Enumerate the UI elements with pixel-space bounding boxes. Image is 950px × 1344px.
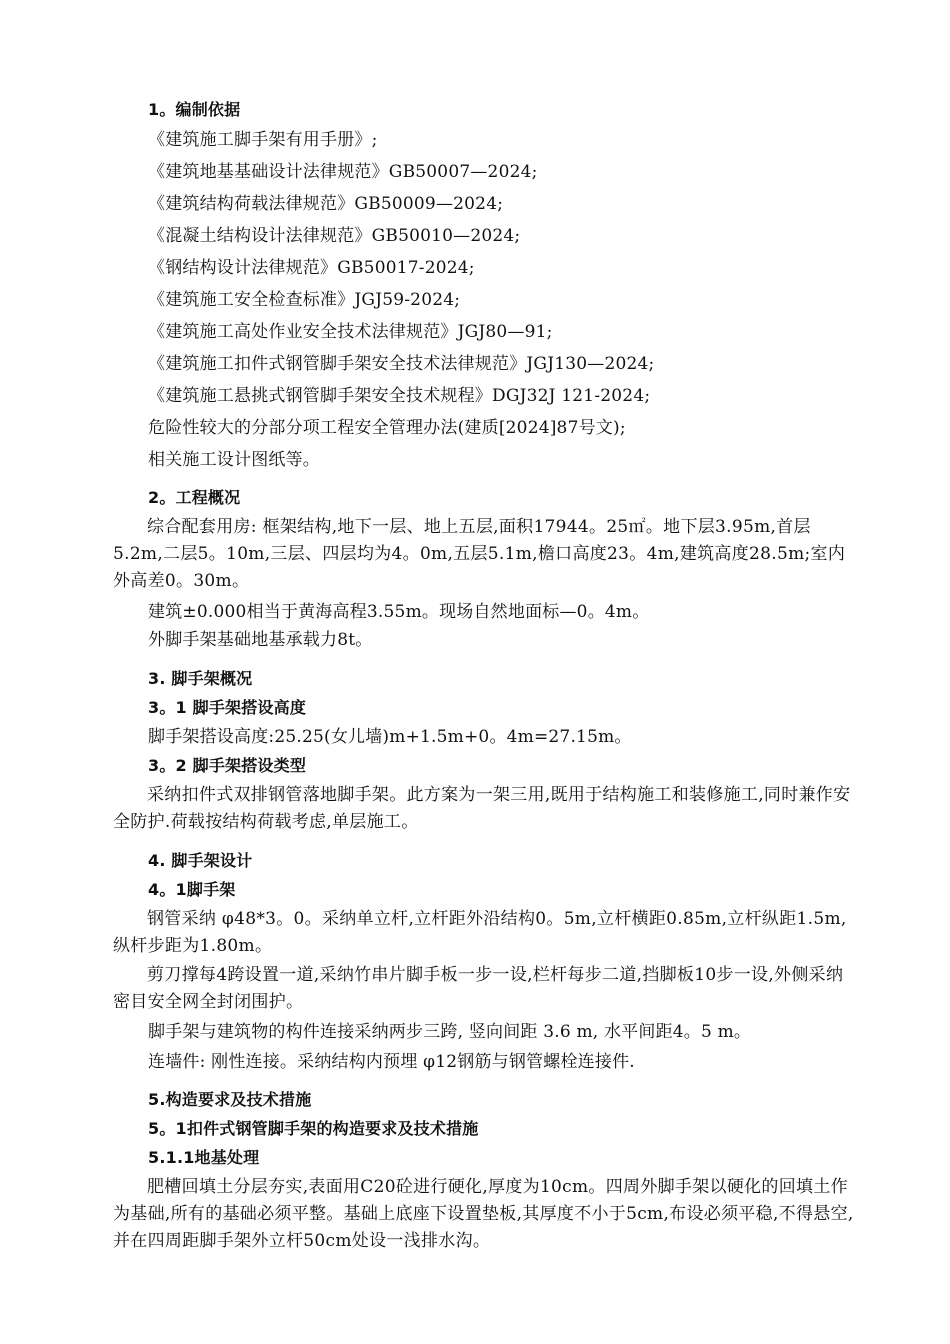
reference-item: 《钢结构设计法律规范》GB50017-2024; [148, 258, 475, 278]
reference-item: 《建筑施工安全检查标准》JGJ59-2024; [148, 290, 461, 310]
paragraph: 脚手架与建筑物的构件连接采纳两步三跨, 竖向间距 3.6 m, 水平间距4。5 m。 [148, 1022, 752, 1042]
paragraph: 连墙件: 刚性连接。采纳结构内预埋 φ12钢筋与钢管螺栓连接件. [148, 1052, 635, 1072]
section-2-heading: 2。工程概况 [148, 488, 241, 507]
paragraph: 钢管采纳 φ48*3。0。采纳单立杆,立杆距外沿结构0。5m,立杆横距0.85m,立杆纵距1.5m,纵杆步距为1.80m。 [113, 909, 847, 956]
reference-item: 《混凝土结构设计法律规范》GB50010—2024; [148, 226, 521, 246]
section-3-heading: 3. 脚手架概况 [148, 669, 253, 688]
section-5-heading: 5.构造要求及技术措施 [148, 1090, 312, 1109]
reference-item: 相关施工设计图纸等。 [148, 450, 320, 470]
paragraph: 外脚手架基础地基承载力8t。 [148, 630, 373, 650]
subsection-heading: 5.1.1地基处理 [148, 1148, 260, 1167]
subsection-heading: 3。2 脚手架搭设类型 [148, 756, 307, 775]
subsection-heading: 3。1 脚手架搭设高度 [148, 698, 307, 717]
paragraph: 肥槽回填土分层夯实,表面用C20砼进行硬化,厚度为10cm。四周外脚手架以硬化的回填土作为基础,所有的基础必须平整。基础上底座下设置垫板,其厚度不小于5cm,布设必须平稳,不得悬空,并在四周距脚手架外立杆50cm处设一浅排水沟。 [113, 1177, 854, 1251]
paragraph: 采纳扣件式双排钢管落地脚手架。此方案为一架三用,既用于结构施工和装修施工,同时兼作安全防护.荷载按结构荷载考虑,单层施工。 [113, 785, 851, 832]
paragraph: 建筑±0.000相当于黄海高程3.55m。现场自然地面标—0。4m。 [148, 602, 650, 622]
section-1-heading: 1。编制依据 [148, 100, 241, 119]
paragraph: 综合配套用房: 框架结构,地下一层、地上五层,面积17944。25㎡。地下层3.95m,首层5.2m,二层5。10m,三层、四层均为4。0m,五层5.1m,檐口高度23。4m,建筑高度28.5m;室内外高差0。30m。 [113, 517, 846, 591]
subsection-heading: 5。1扣件式钢管脚手架的构造要求及技术措施 [148, 1119, 479, 1138]
reference-item: 《建筑施工悬挑式钢管脚手架安全技术规程》DGJ32J 121-2024; [148, 386, 651, 406]
reference-item: 《建筑施工脚手架有用手册》; [148, 130, 378, 150]
reference-item: 《建筑施工高处作业安全技术法律规范》JGJ80—91; [148, 322, 553, 342]
reference-item: 《建筑地基基础设计法律规范》GB50007—2024; [148, 162, 538, 182]
section-4-heading: 4. 脚手架设计 [148, 851, 253, 870]
paragraph: 剪刀撑每4跨设置一道,采纳竹串片脚手板一步一设,栏杆每步二道,挡脚板10步一设,外侧采纳密目安全网全封闭围护。 [113, 965, 844, 1012]
reference-item: 《建筑施工扣件式钢管脚手架安全技术法律规范》JGJ130—2024; [148, 354, 655, 374]
paragraph: 脚手架搭设高度:25.25(女儿墙)m+1.5m+0。4m=27.15m。 [148, 727, 632, 747]
reference-item: 《建筑结构荷载法律规范》GB50009—2024; [148, 194, 504, 214]
subsection-heading: 4。1脚手架 [148, 880, 236, 899]
reference-item: 危险性较大的分部分项工程安全管理办法(建质[2024]87号文); [148, 418, 626, 438]
